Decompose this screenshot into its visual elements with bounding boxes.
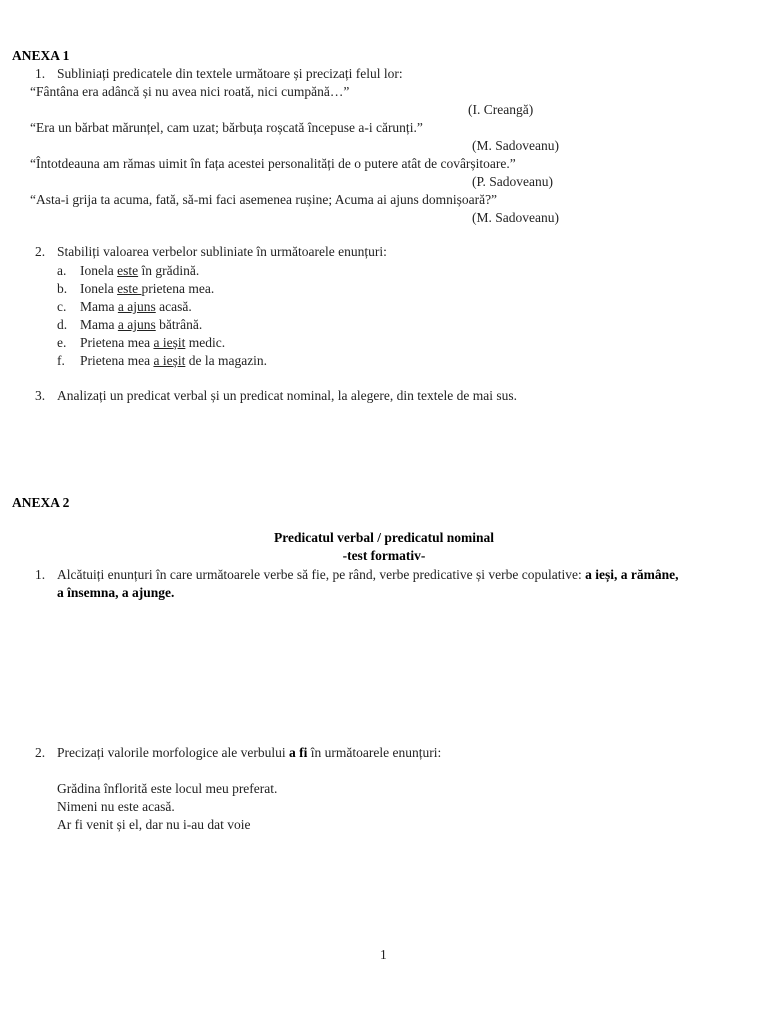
anexa2-q1-text (57, 566, 679, 584)
q1-verbs-line1: a ieși, a rămâne, (585, 567, 679, 582)
item-text-after: în grădină. (138, 263, 200, 278)
list-item (57, 334, 226, 352)
anexa1-q2-text: Stabiliți valoarea verbelor subliniate în următoarele enunțuri: (57, 244, 387, 259)
item-letter: a. (57, 263, 67, 278)
anexa2-heading: ANEXA 2 (12, 495, 70, 510)
item-text-before: Prietena mea (80, 353, 154, 368)
anexa1-q1-text: Subliniați predicatele din textele următoare și precizați felul lor: (57, 66, 403, 81)
anexa1-q2-number: 2. (35, 244, 46, 259)
item-text-before: Mama (80, 317, 118, 332)
anexa1-heading: ANEXA 1 (12, 48, 70, 63)
q1-instruction: Alcătuiți enunțuri în care următoarele verbe să fie, pe rând, verbe predicative și verbe copulative: (57, 567, 586, 582)
item-text-before: Ionela (80, 281, 118, 296)
underlined-verb: a ajuns (117, 317, 156, 332)
underlined-verb: a ajuns (117, 299, 156, 314)
quote-4: “Asta-i grija ta acuma, fată, să-mi faci asemenea rușine; Acuma ai ajuns domnișoară?” (30, 192, 498, 207)
item-letter: f. (57, 353, 65, 368)
test-subtitle: -test formativ- (342, 548, 426, 563)
item-text-after: medic. (185, 335, 226, 350)
item-text-after: prietena mea. (141, 281, 215, 296)
quote-1-author: (I. Creangă) (468, 102, 534, 117)
anexa1-q3-number: 3. (35, 388, 46, 403)
quote-2: “Era un bărbat mărunțel, cam uzat; bărbuța roșcată începuse a-i cărunți.” (30, 120, 423, 135)
underlined-verb: este (117, 281, 142, 296)
quote-3-author: (P. Sadoveanu) (472, 174, 553, 189)
underlined-verb: a ieșit (153, 353, 186, 368)
item-text-after: acasă. (155, 299, 192, 314)
q1-verbs-line2: a însemna, a ajunge. (57, 585, 175, 600)
item-text-after: bătrână. (155, 317, 203, 332)
underlined-verb: a ieșit (153, 335, 186, 350)
sentence: Grădina înflorită este locul meu preferat. (57, 781, 278, 796)
anexa2-q1-number: 1. (35, 567, 46, 582)
item-letter: b. (57, 281, 68, 296)
list-item (57, 262, 200, 280)
anexa2-q2-text (57, 744, 441, 762)
underlined-verb: este (117, 263, 139, 278)
quote-4-author: (M. Sadoveanu) (472, 210, 559, 225)
sentence: Ar fi venit și el, dar nu i-au dat voie (57, 817, 251, 832)
item-letter: c. (57, 299, 67, 314)
item-text-after: de la magazin. (185, 353, 268, 368)
sentence: Nimeni nu este acasă. (57, 799, 175, 814)
item-letter: e. (57, 335, 67, 350)
list-item (57, 352, 268, 370)
quote-3: “Întotdeauna am rămas uimit în fața acestei personalități de o putere atât de covârșitoare.” (30, 156, 516, 171)
list-item (57, 298, 192, 316)
q2-bold-verb: a fi (289, 745, 308, 760)
item-text-before: Mama (80, 299, 118, 314)
q2-text-after: în următoarele enunțuri: (307, 745, 442, 760)
test-title: Predicatul verbal / predicatul nominal (273, 530, 494, 545)
anexa1-q1-number: 1. (35, 66, 46, 81)
quote-1: “Fântâna era adâncă și nu avea nici roată, nici cumpănă…” (30, 84, 350, 99)
page-number: 1 (380, 947, 387, 962)
q2-text-before: Precizați valorile morfologice ale verbului (57, 745, 290, 760)
quote-2-author: (M. Sadoveanu) (472, 138, 559, 153)
item-text-before: Ionela (80, 263, 118, 278)
item-text-before: Prietena mea (80, 335, 154, 350)
item-letter: d. (57, 317, 68, 332)
list-item (57, 316, 203, 334)
anexa1-q3-text: Analizați un predicat verbal și un predicat nominal, la alegere, din textele de mai sus. (57, 388, 517, 403)
anexa2-q2-number: 2. (35, 745, 46, 760)
list-item (57, 280, 215, 298)
